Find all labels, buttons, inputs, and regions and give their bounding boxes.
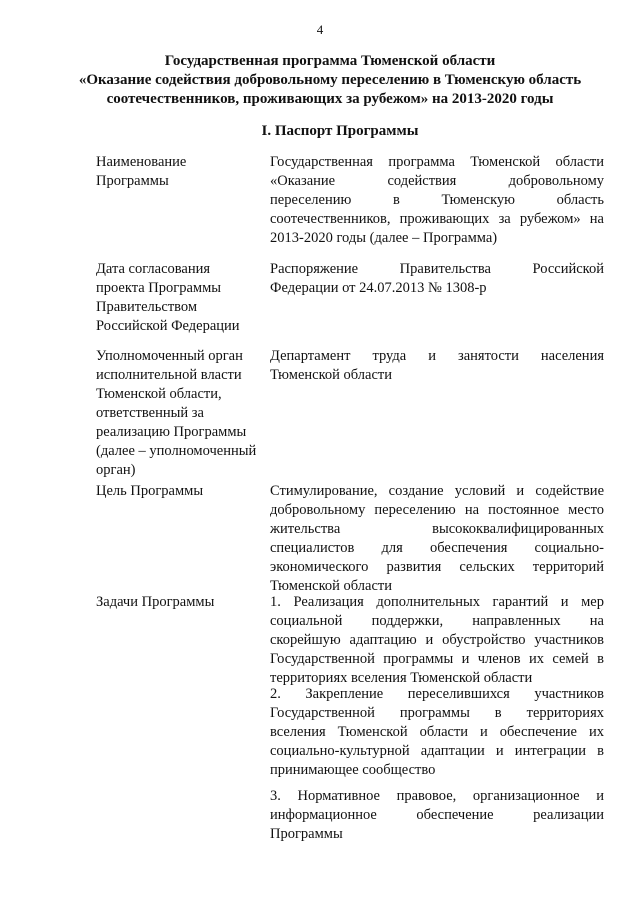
value-line: 2013-2020 годы (далее – Программа) (270, 230, 498, 246)
row-label-tasks (96, 593, 268, 612)
value-line: переселению в Тюменскую область (270, 192, 604, 208)
value-line: Департамент труда и занятости населения (270, 348, 604, 364)
label-line: орган) (96, 462, 136, 478)
value-line: Тюменской области (270, 578, 392, 594)
row-value-name (270, 153, 604, 248)
title-line: соотечественников, проживающих за рубежом» на 2013-2020 годы (106, 91, 554, 107)
label-line: Цель Программы (96, 483, 204, 499)
value-line: Программы (270, 826, 343, 842)
value-line: Распоряжение Правительства Российской (270, 261, 604, 277)
label-line: реализацию Программы (96, 424, 247, 440)
label-line: исполнительной власти (96, 367, 242, 383)
label-line: Уполномоченный орган (96, 348, 243, 364)
value-line: 2. Закрепление переселившихся участников (270, 686, 604, 702)
title-line: Государственная программа Тюменской области (164, 53, 496, 69)
label-line: Правительством (96, 299, 198, 315)
task-3 (270, 787, 604, 844)
row-value-authority (270, 347, 604, 385)
section-heading: I. Паспорт Программы (261, 123, 419, 139)
label-line: Наименование (96, 154, 187, 170)
value-line: Стимулирование, создание условий и содействие (270, 483, 604, 499)
value-line: информационное обеспечение реализации (270, 807, 604, 823)
row-label-approval (96, 260, 268, 336)
label-line: Российской Федерации (96, 318, 240, 334)
value-line: 1. Реализация дополнительных гарантий и мер (270, 594, 604, 610)
label-line: проекта Программы (96, 280, 221, 296)
value-line: Государственной программы в территориях (270, 705, 604, 721)
row-label-goal (96, 482, 268, 501)
value-line: соотечественников, проживающих за рубежом» на (270, 211, 604, 227)
row-value-goal (270, 482, 604, 596)
value-line: жительства высококвалифицированных (270, 521, 604, 537)
row-label-authority (96, 347, 268, 480)
label-line: Задачи Программы (96, 594, 215, 610)
label-line: ответственный за (96, 405, 204, 421)
value-line: экономического развития сельских территорий (270, 559, 604, 575)
value-line: Государственной программы и членов их семей в (270, 651, 604, 667)
task-1 (270, 593, 604, 688)
label-line: Тюменской области, (96, 386, 222, 402)
value-line: 3. Нормативное правовое, организационное и (270, 788, 604, 804)
document-title (60, 52, 600, 109)
label-line: (далее – уполномоченный (96, 443, 257, 459)
value-line: «Оказание содействия добровольному (270, 173, 604, 189)
task-2 (270, 685, 604, 780)
value-line: скорейшую адаптацию и обустройство участников (270, 632, 604, 648)
page-number: 4 (316, 22, 324, 37)
value-line: социально-культурной адаптации и интеграции в (270, 743, 604, 759)
value-line: Государственная программа Тюменской области (270, 154, 604, 170)
value-line: принимающее сообщество (270, 762, 436, 778)
value-line: специалистов для обеспечения социально- (270, 540, 604, 556)
title-line: «Оказание содействия добровольному переселению в Тюменскую область (78, 72, 582, 88)
value-line: территориях вселения Тюменской области (270, 670, 533, 686)
label-line: Дата согласования (96, 261, 211, 277)
value-line: вселения Тюменской области и обеспечение их (270, 724, 604, 740)
label-line: Программы (96, 173, 169, 189)
value-line: Федерации от 24.07.2013 № 1308-р (270, 280, 487, 296)
value-line: Тюменской области (270, 367, 392, 383)
value-line: добровольному переселению на постоянное место (270, 502, 604, 518)
row-label-name (96, 153, 268, 191)
value-line: социальной поддержки, направленных на (270, 613, 604, 629)
row-value-approval (270, 260, 604, 298)
